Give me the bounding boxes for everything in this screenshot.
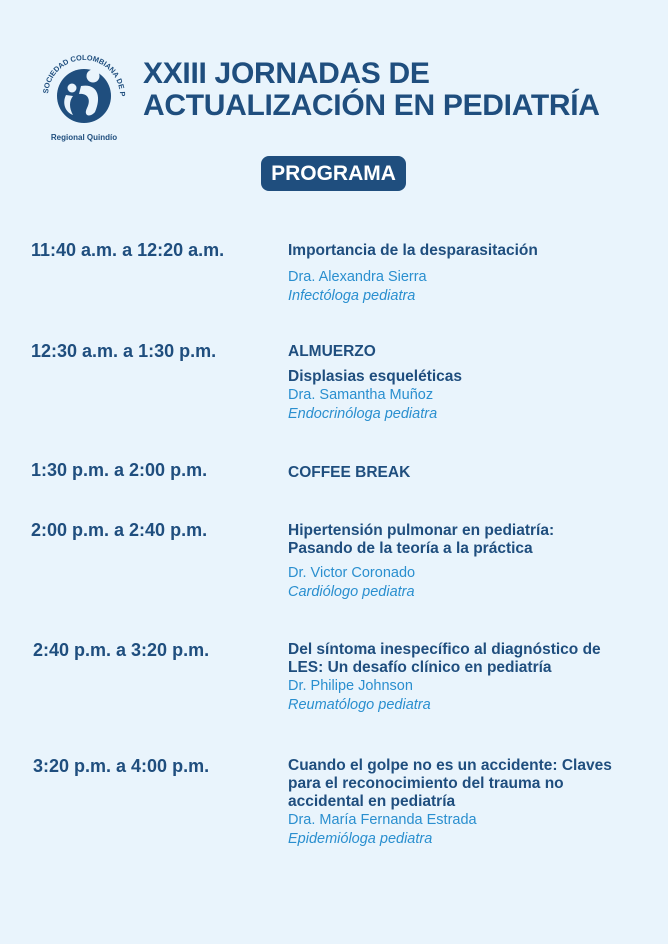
time-slot: 1:30 p.m. a 2:00 p.m. — [31, 460, 208, 480]
session-title: COFFEE BREAK — [288, 464, 411, 481]
speaker-name: Dr. Victor Coronado — [288, 565, 416, 581]
logo-ring-text: SOCIEDAD COLOMBIANA DE P — [41, 52, 128, 97]
session-content — [288, 464, 648, 482]
page-title — [143, 58, 600, 122]
title-line-2: ACTUALIZACIÓN EN PEDIATRÍA — [143, 89, 600, 122]
session-content — [288, 641, 648, 715]
logo-region: Regional Quindío — [50, 133, 118, 142]
time-slot: 12:30 a.m. a 1:30 p.m. — [31, 341, 217, 361]
session-content — [288, 343, 648, 424]
session-title: accidental en pediatría — [288, 793, 456, 810]
time-slot: 2:40 p.m. a 3:20 p.m. — [33, 640, 210, 660]
time-slot: 11:40 a.m. a 12:20 a.m. — [31, 240, 225, 260]
session-title: Displasias esqueléticas — [288, 368, 463, 385]
speaker-role: Epidemióloga pediatra — [288, 831, 433, 847]
session-title: para el reconocimiento del trauma no — [288, 775, 564, 792]
time-slot: 2:00 p.m. a 2:40 p.m. — [31, 520, 208, 540]
session-content — [288, 522, 648, 602]
time-slot: 3:20 p.m. a 4:00 p.m. — [33, 756, 210, 776]
society-logo — [34, 46, 134, 142]
session-content — [288, 757, 648, 849]
session-title: ALMUERZO — [288, 343, 376, 360]
session-title: Pasando de la teoría a la práctica — [288, 540, 533, 557]
speaker-role: Reumatólogo pediatra — [288, 697, 431, 713]
session-title: Importancia de la desparasitación — [288, 242, 538, 259]
society-logo-icon — [34, 46, 134, 142]
programa-badge: PROGRAMA — [261, 156, 406, 191]
session-title: Cuando el golpe no es un accidente: Claves — [288, 757, 612, 774]
speaker-role: Infectóloga pediatra — [288, 288, 416, 304]
title-line-1: XXIII JORNADAS DE — [143, 57, 430, 90]
session-title: Hipertensión pulmonar en pediatría: — [288, 522, 555, 539]
speaker-role: Endocrinóloga pediatra — [288, 406, 438, 422]
speaker-name: Dra. Samantha Muñoz — [288, 387, 434, 403]
speaker-role: Cardiólogo pediatra — [288, 584, 415, 600]
speaker-name: Dr. Philipe Johnson — [288, 678, 413, 694]
session-content — [288, 242, 648, 306]
speaker-name: Dra. Alexandra Sierra — [288, 269, 427, 285]
session-title: LES: Un desafío clínico en pediatría — [288, 659, 552, 676]
session-title: Del síntoma inespecífico al diagnóstico de — [288, 641, 601, 658]
speaker-name: Dra. María Fernanda Estrada — [288, 812, 477, 828]
